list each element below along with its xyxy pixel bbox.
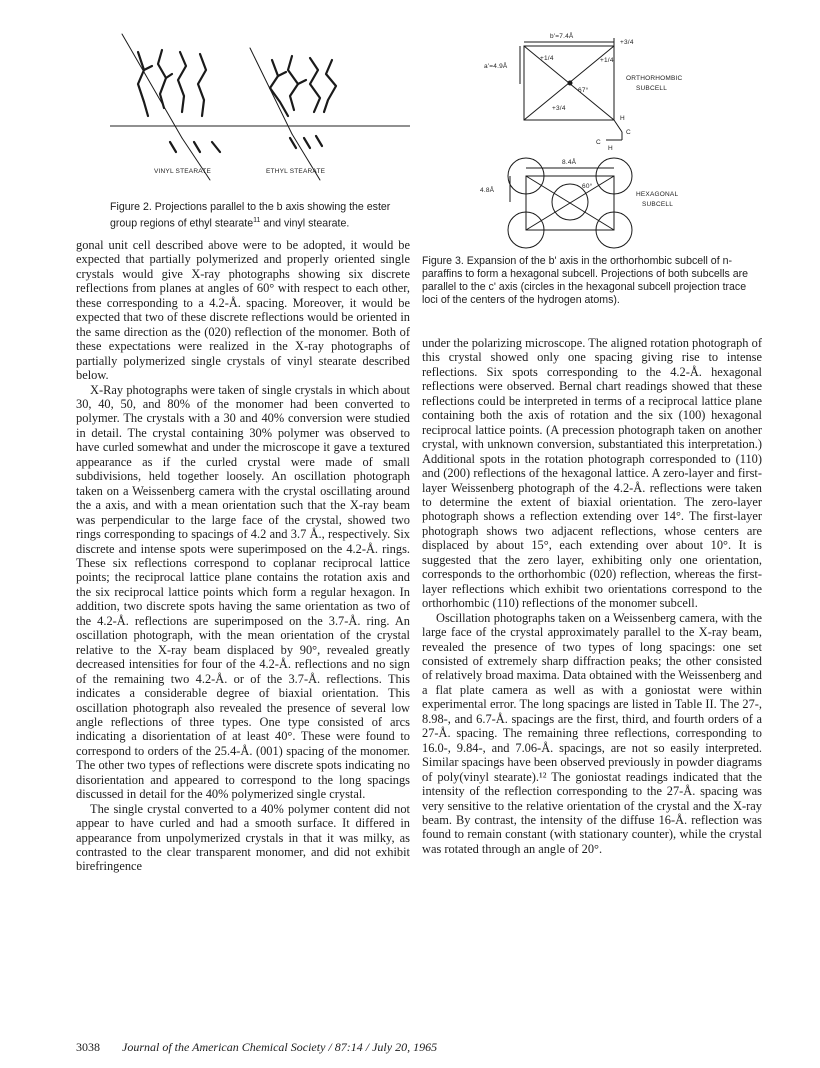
journal-issue: 87:14 [334, 1040, 363, 1054]
journal-date: July 20, 1965 [372, 1040, 438, 1054]
label-ethyl-stearate: ETHYL STEARATE [266, 168, 326, 175]
left-paragraph-3: The single crystal converted to a 40% polymer content did not appear to have curled and had a smooth surface. It differed in appearance from unpolymerized crystals in that it was milky, as contrasted to the clear transparent monomer, and did not exhibit birefringence [76, 801, 410, 874]
page-number: 3038 [76, 1040, 100, 1054]
footer-separator-2: / [362, 1040, 373, 1054]
figure-3-caption [422, 255, 762, 307]
label-vinyl-stearate: VINYL STEARATE [154, 168, 211, 175]
figure-2-caption-ref: 11 [253, 217, 261, 224]
label-hex-1: HEXAGONAL [636, 191, 679, 198]
label-plus-34-mid: +3/4 [552, 105, 566, 112]
figure-3-caption-text: Expansion of the b' axis in the orthorhombic subcell of n-paraffins to form a hexagonal subcell. Projections of both subcells are parallel to the c' axis (circles in the hexagonal subcell projection trace loci of the centers of the hydrogen atoms). [422, 255, 749, 306]
label-hex-left: 4.8Å [480, 187, 495, 194]
figure-2-caption-tail: and vinyl stearate. [260, 217, 350, 230]
figure-2-caption [110, 201, 410, 231]
figure-3 [470, 30, 710, 252]
label-ortho-1: ORTHORHOMBIC [626, 75, 683, 82]
page-footer [76, 1040, 776, 1055]
right-paragraph-2: Oscillation photographs taken on a Weissenberg camera, with the large face of the crystal approximately parallel to the X-ray beam, revealed the presence of two types of long spacings: one set consisted of extremely sharp diffraction peaks; the other consisted of relatively broad maxima. Data obtained with the Weissenberg and a flat plate camera as well as with a goniostat were within experimental error. The long spacings are listed in Table II. The 27-, 8.98-, and 6.7-Å. spacings are the first, third, and fourth orders of a 27-Å. spacing. The remaining three reflections, corresponding to 16.0-, 9.84-, and 7.06-Å. spacings, are not so easily interpreted. Similar spacings have been observed previously in powder diagrams of poly(vinyl stearate).¹² The goniostat readings indicated that the intensity of the reflection corresponding to the 27-Å. spacing was very sensitive to the relative orientation of the crystal and the X-ray beam. By contrast, the intensity of the diffuse 16-Å. reflection was found to remain constant (with stationary counter), while the crystal was rotated through an angle of 20°. [422, 610, 762, 856]
label-ortho-2: SUBCELL [636, 85, 668, 92]
label-h-1: H [620, 115, 625, 122]
right-paragraph-1: under the polarizing microscope. The aligned rotation photograph of this crystal showed only one spacing giving rise to intense reflections. Six spots corresponding to the 4.2-Å. hexagonal reflections were observed. Bernal chart readings showed that these reflections could be interpreted in terms of a reciprocal lattice plane containing both the axis of rotation and the six (100) hexagonal reciprocal lattice points. (A precession photograph taken on another crystal, with unknown conversion, substantiated this interpretation.) Additional spots in the rotation photograph corresponded to (110) and (200) reflections of the hexagonal lattice. A zero-layer and first-layer Weissenberg photograph of the 4.2-Å. reflections were taken to determine the extent of biaxial orientation. The zero-layer photograph shows a reflection extending over 14°. The first-layer photograph shows two adjacent reflections, whose centers are displaced by about 15°, each extending over about 10°. It is suggested that the zero layer, exhibiting only one orientation, corresponds to the orthorhombic (020) reflection, whereas the first-layer reflections which exhibit two orientations correspond to the orthorhombic (110) reflections of the monomer subcell. [422, 336, 762, 611]
label-b-prime: b'=7.4Å [550, 33, 574, 40]
label-plus-34-top: +3/4 [620, 39, 634, 46]
label-plus-14-b: +1/4 [600, 57, 614, 64]
label-hex-2: SUBCELL [642, 201, 674, 208]
figure-2-caption-text: Projections parallel to the b axis showing the ester group regions of ethyl stearate [110, 201, 391, 230]
label-c-1: C [626, 129, 631, 136]
label-plus-14-a: +1/4 [540, 55, 554, 62]
label-c-2: C [596, 139, 601, 146]
figure-2 [110, 30, 410, 200]
figure-2-caption-lead: Figure 2. [110, 201, 152, 213]
left-paragraph-1: gonal unit cell described above were to be adopted, it would be expected that partially polymerized and properly oriented single crystals would give X-ray photographs showing six discrete reflections from planes at angles of 60° with respect to each other, these corresponding to a 4.2-Å. spacing. Moreover, it would be expected that two of these discrete reflections would be oriented in the same direction as the (020) reflection of the monomer. Both of these expectations were realized in the X-ray photographs of partially polymerized single crystals of vinyl stearate described below. [76, 238, 410, 383]
footer-separator-1: / [325, 1040, 335, 1054]
right-column [422, 336, 762, 856]
label-angle-60: 60° [582, 183, 593, 190]
left-column [76, 238, 410, 874]
figure-3-drawing [470, 30, 710, 252]
figure-2-drawing [110, 30, 410, 200]
label-h-2: H [608, 145, 613, 152]
label-hex-top: 8.4Å [562, 159, 577, 166]
left-paragraph-2: X-Ray photographs were taken of single crystals in which about 30, 40, 50, and 80% of the monomer had been converted to polymer. The crystals with a 30 and 40% conversion were studied in detail. The crystal containing 30% polymer was observed to have curled somewhat and under the microscope it gave a textured appearance as if the curled crystal were made of small subdivisions, held together loosely. An oscillation photograph taken on a Weissenberg camera with the crystal oscillating around the a axis, and with a mean orientation such that the X-ray beam was perpendicular to the large face of the crystal, showed two rings corresponding to spacings of 4.2 and 3.7 Å., respectively. Six discrete and intense spots were superimposed on the 4.2-Å. rings. These six reflections correspond to coplanar reciprocal lattice points; the reciprocal lattice plane contains the rotation axis and the six reciprocal lattice points which form a regular hexagon. In addition, two discrete spots having the same orientation as two of the 4.2-Å. reflections are superimposed on the 3.7-Å. ring. An oscillation photograph, with the mean orientation of the crystal relative to the X-ray beam displaced by 90°, revealed greatly decreased intensities for four of the 4.2-Å. reflections and no sign of the remaining two 4.2-Å. or of the 3.7-Å. reflections. This indicates a considerable degree of biaxial orientation. This oscillation photograph also revealed the presence of several low angle reflections of three types. One type consisted of arcs indicating a disorientation of at least 40°. These were found to correspond to orders of the 25.4-Å. (001) spacing of the monomer. The other two types of reflections were discrete spots indicating no disorientation and appeared to correspond to the long spacings discussed in detail for the 40% polymerized single crystal. [76, 382, 410, 802]
label-angle-67: 67° [578, 87, 589, 94]
journal-name: Journal of the American Chemical Society [122, 1040, 326, 1054]
figure-3-caption-lead: Figure 3. [422, 255, 464, 267]
label-a-prime: a'=4.9Å [484, 63, 508, 70]
